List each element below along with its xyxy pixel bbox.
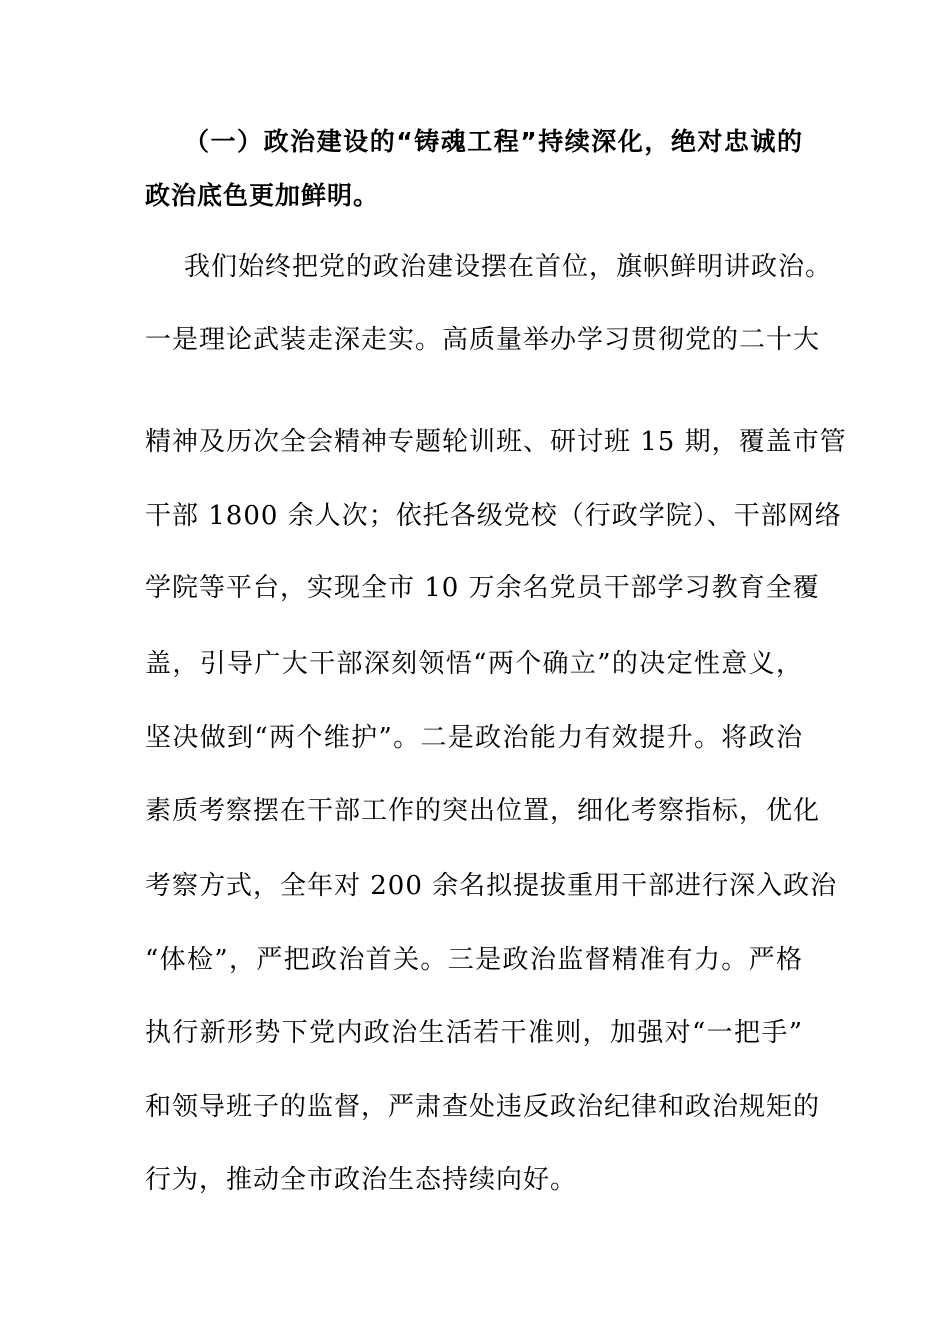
paragraph-line-11: 执行新形势下党内政治生活若干准则，加强对“一把手” [145,1018,803,1048]
paragraph-line-9: 考察方式，全年对 200 余名拟提拔重用干部进行深入政治 [145,871,838,901]
paragraph-line-10: “体检”，严把政治首关。三是政治监督精准有力。严格 [145,945,803,975]
paragraph-line-2: 一是理论武装走深走实。高质量举办学习贯彻党的二十大 [145,325,821,355]
paragraph-line-4: 干部 1800 余人次；依托各级党校（行政学院）、干部网络 [145,501,842,531]
section-heading-line-1: （一）政治建设的“铸魂工程”持续深化，绝对忠诚的 [184,127,803,156]
paragraph-line-8: 素质考察摆在干部工作的突出位置，细化考察指标，优化 [145,796,821,826]
paragraph-line-3: 精神及历次全会精神专题轮训班、研讨班 15 期，覆盖市管 [145,427,847,457]
paragraph-line-1: 我们始终把党的政治建设摆在首位，旗帜鲜明讲政治。 [184,252,833,282]
section-heading-line-2: 政治底色更加鲜明。 [145,181,380,210]
paragraph-line-13: 行为，推动全市政治生态持续向好。 [145,1165,578,1195]
paragraph-line-7: 坚决做到“两个维护”。二是政治能力有效提升。将政治 [145,723,803,753]
paragraph-line-6: 盖，引导广大干部深刻领悟“两个确立”的决定性意义， [145,649,803,679]
paragraph-line-5: 学院等平台，实现全市 10 万余名党员干部学习教育全覆 [145,573,820,603]
paragraph-line-12: 和领导班子的监督，严肃查处违反政治纪律和政治规矩的 [145,1092,821,1122]
